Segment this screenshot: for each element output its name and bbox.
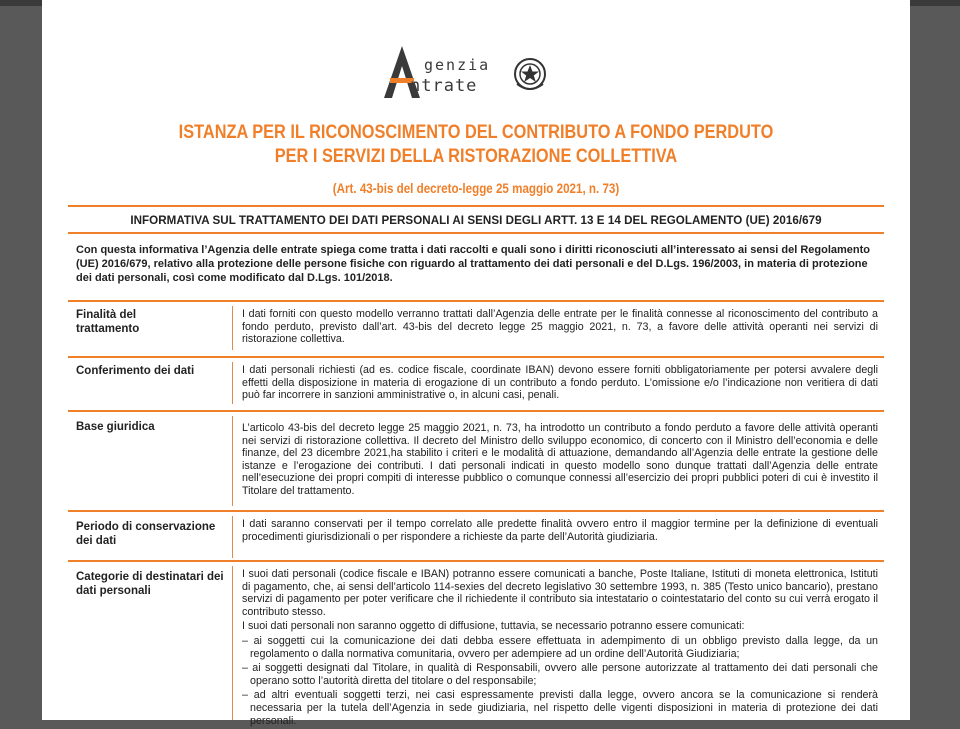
section-rule <box>68 560 884 562</box>
document-page <box>42 0 910 727</box>
section-divider <box>232 416 233 506</box>
intro-paragraph: Con questa informativa l’Agenzia delle entrate spiega come tratta i dati raccolti e quali sono i diritti riconosciuti all’interessato ai sensi del Regolamento (UE) 2016/679, relativo alla protezione delle persone fisiche con riguardo al trattamento dei dati personali e del D.Lgs. 196/2003, in materia di protezione dei dati personali, così come modificato dal D.Lgs. 101/2018. <box>76 244 871 284</box>
section-divider <box>232 362 233 404</box>
section-periodo-conservazione <box>68 510 884 562</box>
section-divider <box>232 516 233 558</box>
section-rule <box>68 510 884 512</box>
document-title-line-2: PER I SERVIZI DELLA RISTORAZIONE COLLETTIVA <box>274 146 678 167</box>
section-label: Categorie di destinatari dei dati personali <box>76 571 224 597</box>
section-base-giuridica <box>68 410 884 510</box>
list-item: – ai soggetti designati dal Titolare, in qualità di Responsabili, ovvero alle persone autorizzate al trattamento dei dati personali che operano sotto l’autorità diretta del titolare o del responsabile; <box>242 662 878 687</box>
section-label: Finalità del trattamento <box>76 309 140 335</box>
document-title-line-1: ISTANZA PER IL RICONOSCIMENTO DEL CONTRIBUTO A FONDO PERDUTO <box>178 122 774 143</box>
section-text: I suoi dati personali (codice fiscale e IBAN) potranno essere comunicati a banche, Poste Italiane, Istituti di moneta elettronica, Istituti di pagamento, che, ai sensi dell’articolo 114-sexies del decreto legislativo 30 settembre 1993, n. 385 (Testo unico bancario), prestano servizi di pagamento per poter verificare che il richiedente il contributo sia intestatario o cointestatario del conto su cui verrà erogato il contributo stesso. <box>242 568 878 618</box>
section-divider <box>232 306 233 350</box>
section-label: Conferimento dei dati <box>76 365 195 377</box>
section-finalita <box>68 300 884 354</box>
heading-bottom-rule <box>68 232 884 234</box>
informativa-heading: INFORMATIVA SUL TRATTAMENTO DEI DATI PERSONALI AI SENSI DEGLI ARTT. 13 E 14 DEL REGOLAMENTO (UE) 2016/679 <box>130 214 822 227</box>
logo-word-agenzia: genzia <box>424 56 491 74</box>
section-categorie-destinatari <box>68 560 884 727</box>
section-label: Periodo di conservazione dei dati <box>76 521 216 547</box>
document-subtitle: (Art. 43-bis del decreto-legge 25 maggio 2021, n. 73) <box>332 181 620 196</box>
section-text-secondary: I suoi dati personali non saranno oggetto di diffusione, tuttavia, se necessario potranno essere comunicati: <box>242 620 745 633</box>
logo-word-entrate: ntrate <box>410 76 478 96</box>
list-item: – ad altri eventuali soggetti terzi, nei casi espressamente previsti dalla legge, ovvero ancora se la comunicazione si renderà necessaria per la tutela dell’Agenzia in sede giudiziaria, nel rispetto delle vigenti disposizioni in materia di protezione dei dati personali. <box>242 689 878 727</box>
section-divider <box>232 566 233 720</box>
italian-emblem-icon <box>512 54 548 94</box>
section-rule <box>68 356 884 358</box>
section-rule <box>68 300 884 302</box>
section-rule <box>68 410 884 412</box>
section-conferimento <box>68 356 884 408</box>
heading-top-rule <box>68 205 884 207</box>
list-item: – ai soggetti cui la comunicazione dei dati debba essere effettuata in adempimento di un obbligo previsto dalla legge, da un regolamento o dalla normativa comunitaria, ovvero per adempiere ad un ordine dell’Autorità Giudiziaria; <box>242 634 878 660</box>
section-text: L’articolo 43-bis del decreto legge 25 maggio 2021, n. 73, ha introdotto un contributo a fondo perduto a favore delle attività operanti nei servizi di ristorazione collettiva. Il decreto del Ministro dello sviluppo economico, di concerto con il Ministro dell’economia e delle finanze, del 23 dicembre 2021,ha stabilito i criteri e le modalità di attuazione, demandando all’Agenzia delle entrate la gestione delle istanze e l’erogazione dei contributi. I dati personali indicati in questo modello sono dunque trattati dall’Agenzia delle entrate nell’esecuzione dei propri compiti di interesse pubblico o comunque connessi all’esercizio dei propri pubblici poteri di cui è investito il Titolare del trattamento. <box>242 422 878 497</box>
section-text: I dati personali richiesti (ad es. codice fiscale, coordinate IBAN) devono essere forniti obbligatoriamente per potersi avvalere degli effetti della disposizione in materia di erogazione di un contributo a fondo perduto. L’omissione e/o l’indicazione non veritiera di dati può far incorrere in sanzioni amministrative o, in alcuni casi, penali. <box>242 364 878 402</box>
section-text: I dati forniti con questo modello verranno trattati dall’Agenzia delle entrate per le finalità connesse al riconoscimento del contributo a fondo perduto, previsto dall’art. 43-bis del decreto legge 25 maggio 2021, n. 73, a favore delle attività operanti nei servizi di ristorazione collettiva. <box>242 308 878 346</box>
section-text: I dati saranno conservati per il tempo correlato alle predette finalità ovvero entro il maggior termine per la definizione di eventuali procedimenti giurisdizionali o per rispondere a richieste da parte dell’Autorità giudiziaria. <box>242 518 878 543</box>
section-label: Base giuridica <box>76 421 155 433</box>
section-text-block <box>242 568 878 729</box>
